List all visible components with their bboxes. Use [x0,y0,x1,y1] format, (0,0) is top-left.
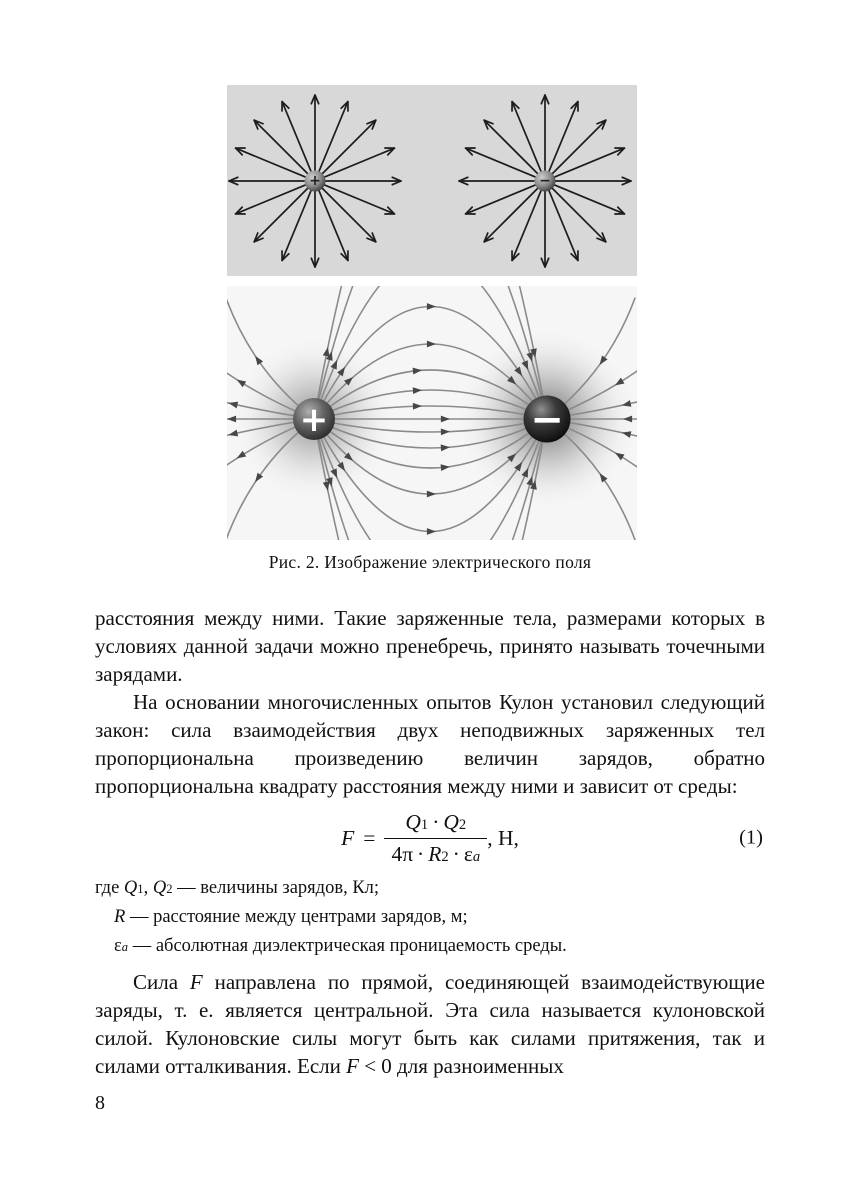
paragraph-coulomb-law: На основании многочисленных опытов Кулон установил следующий закон: сила взаимодействия двух неподвижных заряженных тел пропорциональна произведению величин зарядов, обратно пропорциональна квадрату расстояния между ними и зависит от среды: [95,690,765,798]
equals-sign: = [363,825,376,850]
p3-text: направлена по прямой, соединяющей взаимодействующие заряды, т. е. является центральной. Эта сила называется кулоновской силой. Кулоновские силы могут быть как силами притяжения, так и силами отталкивания. Если [95,970,765,1078]
p3-text: < 0 для разноименных [358,1054,564,1078]
subscript-2: 2 [166,882,173,896]
var-Q: Q [443,809,459,834]
equation-number: (1) [739,826,763,849]
where-text-distance: — расстояние между центрами зарядов, м; [125,907,468,927]
charge-sign-label: + [299,400,329,440]
text-column [95,604,765,1080]
charge-sign-label: − [530,397,564,443]
var-F: F [346,1054,359,1078]
page-number: 8 [95,1092,105,1114]
coefficient-4pi: 4π [391,841,414,866]
charge-sign-label: + [309,173,321,189]
paragraph-force-direction [95,968,765,1080]
dot-operator: · [417,841,425,866]
where-clause [95,874,765,961]
fraction-numerator [384,810,487,839]
paragraph-distance: расстояния между ними. Такие заряженные тела, размерами которых в условиях данной задачи можно пренебречь, принято называть точечными зарядами. [95,606,765,686]
subscript-a: a [121,940,129,954]
where-line-permittivity [95,932,765,961]
var-epsilon: ε [114,936,122,956]
var-R: R [114,907,126,927]
figure-dipole-field [227,286,637,540]
where-line-charges [95,874,765,903]
p3-text: Сила [133,970,190,994]
equation-coulomb [95,806,765,870]
comma: , [143,878,153,898]
dot-operator: · [432,809,440,834]
fraction [384,810,487,867]
exponent-2: 2 [441,848,449,865]
subscript-a: a [472,848,481,865]
where-text-charges: — величины зарядов, Кл; [172,878,380,898]
equation-var-F: F [341,825,355,850]
where-text-permittivity: — абсолютная диэлектрическая проницаемость среды. [128,936,567,956]
dot-operator: · [452,841,460,866]
subscript-2: 2 [458,816,467,833]
where-intro: где [95,878,124,898]
var-R: R [428,841,442,866]
var-epsilon: ε [463,841,473,866]
equation-unit: , Н, [487,825,519,850]
var-Q: Q [123,878,138,898]
var-F: F [189,970,203,994]
fraction-denominator [384,839,487,867]
subscript-1: 1 [420,816,429,833]
figure-caption: Рис. 2. Изображение электрического поля [268,552,592,572]
figure-point-charge-fields [227,85,637,276]
subscript-1: 1 [137,882,144,896]
var-Q: Q [152,878,167,898]
where-line-distance [95,903,765,932]
charge-sign-label: − [539,173,551,189]
var-Q: Q [405,809,421,834]
